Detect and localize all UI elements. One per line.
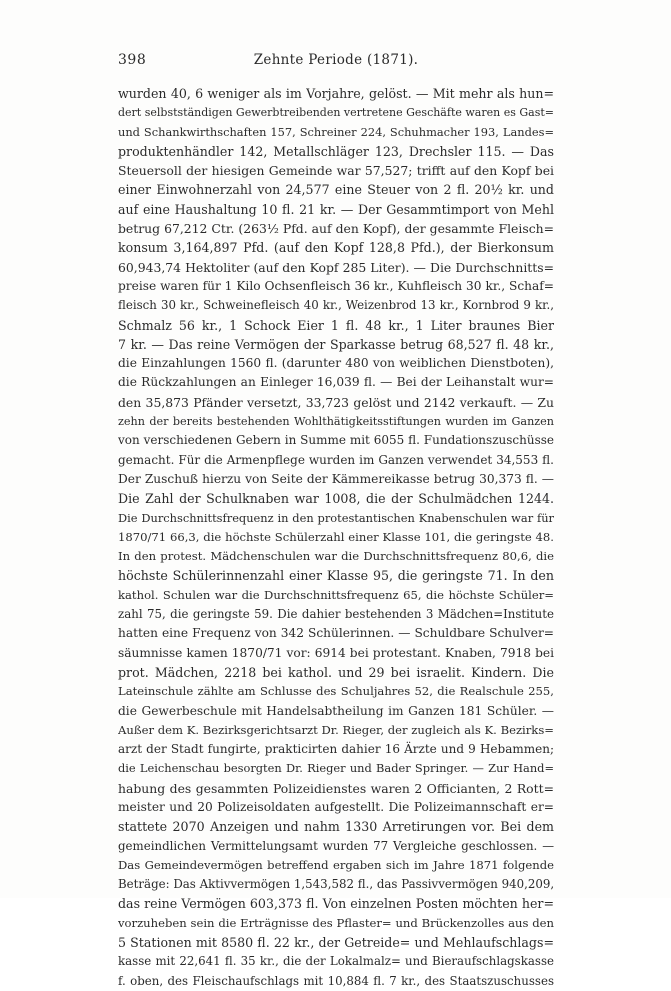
text-line: das reine Vermögen 603,373 fl. Von einzelnen Posten möchten her= — [118, 896, 554, 912]
text-line: höchste Schülerinnenzahl einer Klasse 95, die geringste 71. In den — [118, 568, 554, 584]
running-title: Zehnte Periode (1871). — [253, 52, 419, 68]
text-line: zahl 75, die geringste 59. Die dahier bestehenden 3 Mädchen=Institute — [118, 607, 554, 622]
text-line: arzt der Stadt fungirte, prakticirten dahier 16 Ärzte und 9 Hebammen; — [118, 742, 554, 757]
text-line: die Gewerbeschule mit Handelsabtheilung im Ganzen 181 Schüler. — — [118, 703, 554, 718]
text-line: den 35,873 Pfänder versetzt, 33,723 gelöst und 2142 verkauft. — Zu — [118, 394, 554, 410]
text-line: meister und 20 Polizeisoldaten aufgestellt. Die Polizeimannschaft er= — [118, 799, 554, 814]
text-line: 7 kr. — Das reine Vermögen der Sparkasse betrug 68,527 fl. 48 kr., — [118, 336, 554, 352]
text-line: stattete 2070 Anzeigen und nahm 1330 Arretirungen vor. Bei dem — [118, 819, 554, 835]
text-line: die Rückzahlungen an Einleger 16,039 fl. — Bei der Leihanstalt wur= — [118, 375, 554, 390]
text-line: Lateinschule zählte am Schlusse des Schuljahres 52, die Realschule 255, — [118, 684, 554, 699]
text-line: fleisch 30 kr., Schweinefleisch 40 kr., Weizenbrod 13 kr., Kornbrod 9 kr., — [118, 298, 554, 313]
text-line: 1870/71 66,3, die höchste Schülerzahl einer Klasse 101, die geringste 48. — [118, 529, 554, 544]
text-line: kathol. Schulen war die Durchschnittsfrequenz 65, die höchste Schüler= — [118, 587, 554, 602]
page-number: 398 — [118, 52, 147, 68]
text-line: Schmalz 56 kr., 1 Schock Eier 1 fl. 48 kr., 1 Liter braunes Bier — [118, 317, 554, 333]
text-line: gemacht. Für die Armenpflege wurden im Ganzen verwendet 34,553 fl. — [118, 452, 554, 467]
text-line: 5 Stationen mit 8580 fl. 22 kr., der Getreide= und Mehlaufschlags= — [118, 935, 554, 951]
text-line: dert selbstständigen Gewerbtreibenden vertretene Geschäfte waren es Gast= — [118, 106, 554, 120]
text-line: und Schankwirthschaften 157, Schreiner 224, Schuhmacher 193, Landes= — [118, 124, 554, 139]
text-line: Außer dem K. Bezirksgerichtsarzt Dr. Rieger, der zugleich als K. Bezirks= — [118, 722, 554, 737]
text-line: Das Gemeindevermögen betreffend ergaben sich im Jahre 1871 folgende — [118, 857, 554, 872]
text-line: Die Durchschnittsfrequenz in den protestantischen Knabenschulen war für — [118, 510, 554, 525]
body-text — [118, 84, 554, 991]
text-line: auf eine Haushaltung 10 fl. 21 kr. — Der Gesammtimport von Mehl — [118, 201, 554, 217]
text-line: konsum 3,164,897 Pfd. (auf den Kopf 128,8 Pfd.), der Bierkonsum — [118, 240, 554, 256]
text-line: zehn der bereits bestehenden Wohlthätigkeitsstiftungen wurden im Ganzen — [118, 415, 554, 429]
text-line: Steuersoll der hiesigen Gemeinde war 57,527; trifft auf den Kopf bei — [118, 163, 554, 179]
text-line: betrug 67,212 Ctr. (263½ Pfd. auf den Kopf), der gesammte Fleisch= — [118, 221, 554, 237]
text-line: produktenhändler 142, Metallschläger 123, Drechsler 115. — Das — [118, 143, 554, 159]
text-line: die Einzahlungen 1560 fl. (darunter 480 von weiblichen Dienstboten), — [118, 356, 554, 371]
text-line: hatten eine Frequenz von 342 Schülerinnen. — Schuldbare Schulver= — [118, 626, 554, 641]
text-line: gemeindlichen Vermittelungsamt wurden 77 Vergleiche geschlossen. — — [118, 838, 554, 853]
text-line: Beträge: Das Aktivvermögen 1,543,582 fl., das Passivvermögen 940,209, — [118, 877, 554, 892]
text-line: Der Zuschuß hierzu von Seite der Kämmereikasse betrug 30,373 fl. — — [118, 471, 554, 486]
text-line: Die Zahl der Schulknaben war 1008, die der Schulmädchen 1244. — [118, 491, 554, 507]
text-line: habung des gesammten Polizeidienstes waren 2 Officianten, 2 Rott= — [118, 780, 554, 796]
text-line: wurden 40, 6 weniger als im Vorjahre, gelöst. — Mit mehr als hun= — [118, 86, 554, 101]
text-line: von verschiedenen Gebern in Summe mit 6055 fl. Fundationszuschüsse — [118, 433, 554, 448]
text-line: einer Einwohnerzahl von 24,577 eine Steuer von 2 fl. 20½ kr. und — [118, 182, 554, 198]
text-line: vorzuheben sein die Erträgnisse des Pflaster= und Brückenzolles aus den — [118, 915, 554, 930]
text-line: kasse mit 22,641 fl. 35 kr., die der Lokalmalz= und Bieraufschlagskasse — [118, 954, 554, 969]
text-line: In den protest. Mädchenschulen war die Durchschnittsfrequenz 80,6, die — [118, 549, 554, 564]
text-line: 60,943,74 Hektoliter (auf den Kopf 285 Liter). — Die Durchschnitts= — [118, 259, 554, 275]
text-line: f. oben, des Fleischaufschlags mit 10,884 fl. 7 kr., des Staatszuschusses — [118, 973, 554, 988]
text-line: preise waren für 1 Kilo Ochsenfleisch 36 kr., Kuhfleisch 30 kr., Schaf= — [118, 278, 554, 293]
page-header — [118, 52, 554, 74]
text-line: prot. Mädchen, 2218 bei kathol. und 29 bei israelit. Kindern. Die — [118, 664, 554, 680]
text-line: die Leichenschau besorgten Dr. Rieger und Bader Springer. — Zur Hand= — [118, 761, 554, 776]
text-line: säumnisse kamen 1870/71 vor: 6914 bei protestant. Knaben, 7918 bei — [118, 645, 554, 660]
